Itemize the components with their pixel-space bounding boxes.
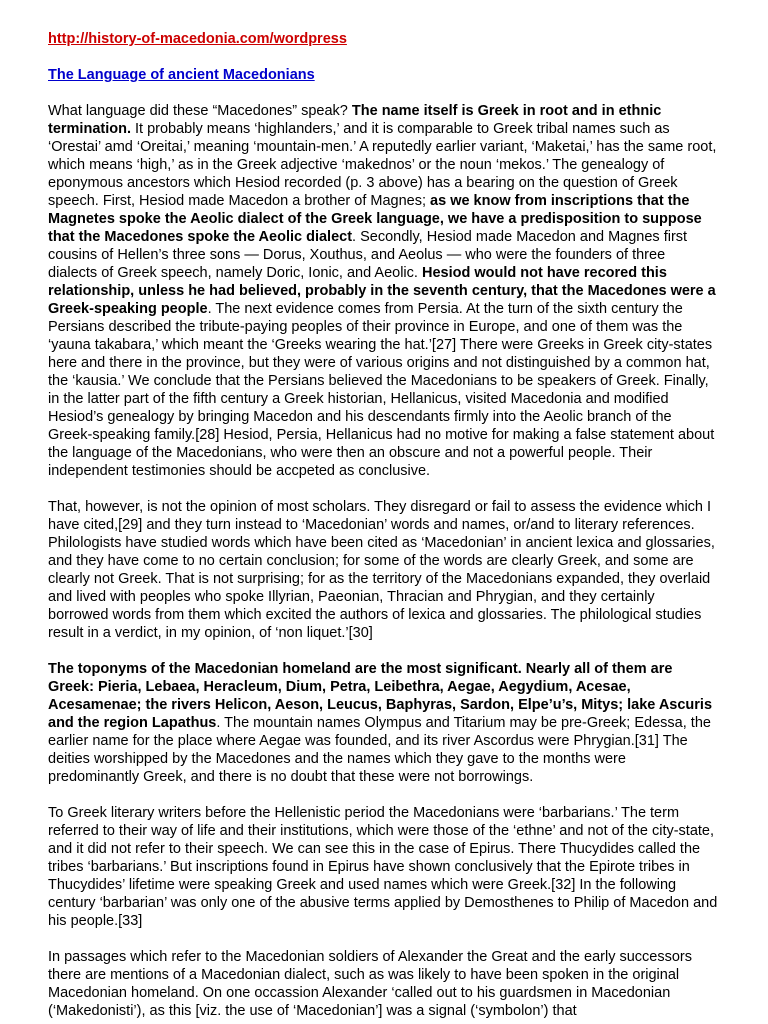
text-run-bold: The toponyms of the Macedonian homeland are the most significant. Nearly all of them are Greek: Pieria, Lebaea, Heracleum, Dium, Petra, Leibethra, Aegae, Aegydium, Acesae, Acesamenae; the rivers Helicon, Aeson, Leucus, Baphyras, Sardon, Elpe’u’s, Mitys; lake Ascuris and the region Lapathus — [48, 661, 713, 731]
text-run: It probably means ‘highlanders,’ and it is comparable to Greek tribal names such as ‘Orestai’ amd ‘Oreitai,’ meaning ‘mountain-men.’ A reputedly earlier variant, ‘Maketai,’ has the same root, which means ‘high,’ as in the Greek adjective ‘makednos’ or the noun ‘mekos.’ The genealogy of eponymous ancestors which Hesiod recorded (p. 3 above) has a bearing on the question of Greek speech. First, Hesiod made Macedon a brother of Magnes; — [48, 121, 717, 209]
paragraph-3 — [48, 660, 718, 786]
text-run: . Secondly, Hesiod made Macedon and Magnes first cousins of Hellen’s three sons — Dorus, Xouthus, and Aeolus — who were the founders of three dialects of Greek speech, namely Doric, Ionic, and Aeolic. — [48, 229, 688, 281]
text-run: What language did these “Macedones” speak? — [48, 103, 352, 119]
text-run: In passages which refer to the Macedonian soldiers of Alexander the Great and the early successors there are mentions of a Macedonian dialect, such as was likely to have been spoken in the original Macedonian homeland. On one occassion Alexander ‘called out to his guardsmen in Macedonian (‘Makedonisti’), as this [viz. the use of ‘Macedonian’] was a signal (‘symbolon’) that — [48, 949, 692, 1019]
text-run-bold: Hesiod would not have recored this relationship, unless he had believed, probably in the seventh century, that the Macedones were a Greek-speaking people — [48, 265, 716, 317]
text-run-bold: as we know from inscriptions that the Magnetes spoke the Aeolic dialect of the Greek language, we have a predisposition to suppose that the Macedones spoke the Aeolic dialect — [48, 193, 702, 245]
text-run: . The next evidence comes from Persia. At the turn of the sixth century the Persians described the tribute-paying peoples of their province in Europe, and one of them was the ‘yauna takabara,’ which meant the ‘Greeks wearing the hat.’[27] There were Greeks in Greek city-states here and there in the province, but they were of various origins and not distinguished by a common hat, the ‘kausia.’ We conclude that the Persians believed the Macedonians to be speakers of Greek. Finally, in the latter part of the fifth century a Greek historian, Hellanicus, visited Macedonia and modified Hesiod’s genealogy by bringing Macedon and his descendants firmly into the Aeolic branch of the Greek-speaking family.[28] Hesiod, Persia, Hellanicus had no motive for making a false statement about the language of the Macedonians, who were then an obscure and not a powerful people. Their independent testimonies should be accpeted as conclusive. — [48, 301, 715, 479]
article-title-link[interactable]: The Language of ancient Macedonians — [48, 67, 315, 83]
paragraph-2 — [48, 498, 718, 642]
paragraph-5 — [48, 948, 718, 1020]
text-run-bold: The name itself is Greek in root and in ethnic termination. — [48, 103, 662, 137]
text-run: To Greek literary writers before the Hellenistic period the Macedonians were ‘barbarians.’ The term referred to their way of life and their institutions, which were those of the ‘ethne’ and not of the city-state, and it did not refer to their speech. We can see this in the case of Epirus. There Thucydides called the tribes ‘barbarians.’ But inscriptions found in Epirus have shown conclusively that the Epirote tribes in Thucydides’ lifetime were speaking Greek and used names which were Greek.[32] In the following century ‘barbarian’ was only one of the abusive terms applied by Demosthenes to Philip of Macedon and his people.[33] — [48, 805, 718, 929]
text-run: That, however, is not the opinion of most scholars. They disregard or fail to assess the evidence which I have cited,[29] and they turn instead to ‘Macedonian’ words and names, or/and to literary references. Philologists have studied words which have been cited as ‘Macedonian’ in ancient lexica and glossaries, and they have come to no certain conclusion; for some of the words are clearly Greek, and some are clearly not Greek. That is not surprising; for as the territory of the Macedonians expanded, they overlaid and lived with peoples who spoke Illyrian, Paeonian, Thracian and Phrygian, and they certainly borrowed words from them which excited the authors of lexica and glossaries. The philological studies result in a verdict, in my opinion, of ‘non liquet.’[30] — [48, 499, 715, 641]
source-url-link[interactable]: http://history-of-macedonia.com/wordpress — [48, 31, 347, 47]
document-body — [48, 30, 718, 1020]
text-run: . The mountain names Olympus and Titarium may be pre-Greek; Edessa, the earlier name for the place where Aegae was founded, and its river Ascordus were Phrygian.[31] The deities worshipped by the Macedones and the names which they gave to the months were predominantly Greek, and there is no doubt that these were not borrowings. — [48, 715, 711, 785]
paragraph-1 — [48, 102, 718, 480]
paragraph-4 — [48, 804, 718, 930]
